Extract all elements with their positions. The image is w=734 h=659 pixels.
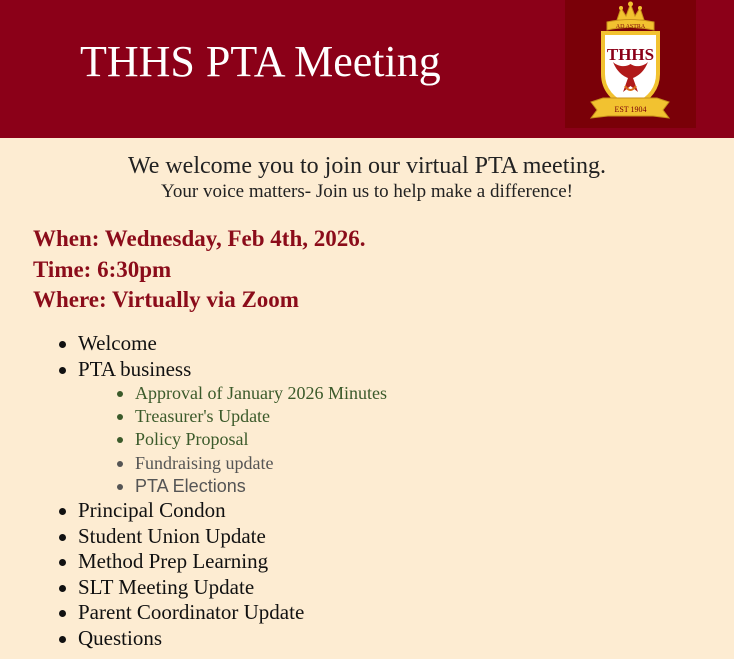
- school-crest: [565, 0, 696, 128]
- agenda-item-slt: SLT Meeting Update: [78, 575, 387, 601]
- sub-item-treasurer: Treasurer's Update: [135, 405, 387, 428]
- agenda-list: [78, 331, 387, 651]
- agenda-item-parent-coordinator: Parent Coordinator Update: [78, 600, 387, 626]
- page-header: [0, 0, 734, 138]
- welcome-text: We welcome you to join our virtual PTA meeting.: [127, 153, 607, 179]
- agenda-item-principal: Principal Condon: [78, 498, 387, 524]
- sub-item-policy: Policy Proposal: [135, 428, 387, 451]
- page-title: THHS PTA Meeting: [80, 37, 441, 86]
- agenda-item-questions: Questions: [78, 626, 387, 652]
- meeting-when: When: Wednesday, Feb 4th, 2026.: [33, 226, 366, 251]
- agenda-item-method-prep: Method Prep Learning: [78, 549, 387, 575]
- thhs-crest-icon: [565, 0, 696, 128]
- meeting-where: Where: Virtually via Zoom: [33, 287, 299, 312]
- meeting-time: Time: 6:30pm: [33, 256, 172, 282]
- crest-motto: AD ASTRA: [615, 24, 646, 30]
- sub-item-minutes: Approval of January 2026 Minutes: [135, 382, 387, 405]
- agenda-item-pta-business: PTA business Approval of January 2026 Minutes Treasurer's Update Policy Proposal Fundraising update PTA Elections: [78, 357, 387, 499]
- agenda-item-student-union: Student Union Update: [78, 524, 387, 550]
- agenda-item-welcome: Welcome: [78, 331, 387, 357]
- sub-item-elections: PTA Elections: [135, 475, 387, 498]
- crest-letters: THHS: [606, 45, 655, 64]
- welcome-subtitle: Your voice matters- Join us to help make a difference!: [161, 181, 573, 202]
- sub-item-fundraising: Fundraising update: [135, 452, 387, 475]
- crest-established: EST 1904: [614, 105, 647, 114]
- pta-business-sublist: [78, 382, 387, 498]
- meeting-details: [33, 224, 366, 316]
